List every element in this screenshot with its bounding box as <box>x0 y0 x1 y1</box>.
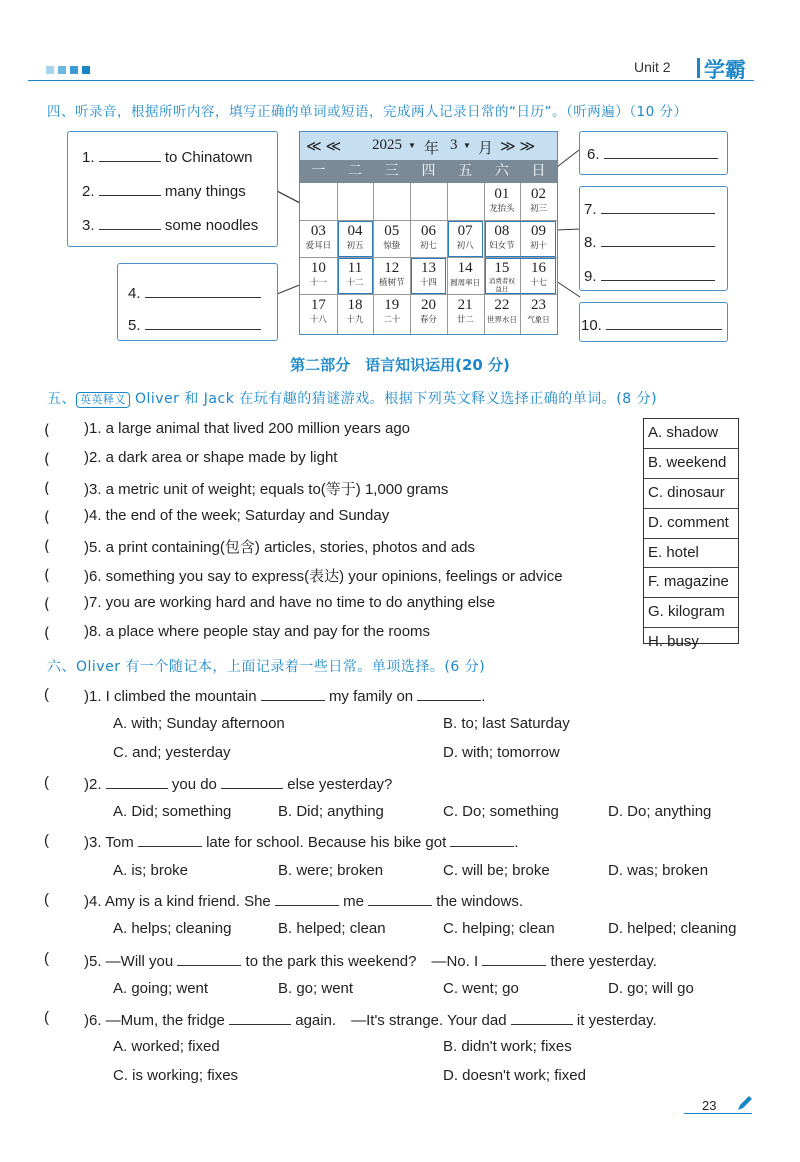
option[interactable]: B. Did; anything <box>278 803 384 820</box>
calendar-day[interactable]: 02 初三 <box>530 186 548 214</box>
calendar-month[interactable]: 3 <box>450 137 458 153</box>
calendar-day[interactable]: 07 初八 <box>456 223 474 251</box>
word-options-box <box>643 418 739 651</box>
calendar-day[interactable]: 06 初七 <box>419 223 437 251</box>
option[interactable]: A. with; Sunday afternoon <box>113 715 285 732</box>
option[interactable]: C. helping; clean <box>443 920 555 937</box>
page-number: 23 <box>702 1098 717 1113</box>
option[interactable]: D. helped; cleaning <box>608 920 737 937</box>
answer-blank[interactable] <box>221 774 283 789</box>
calendar-year[interactable]: 2025 <box>372 137 402 153</box>
calendar-day[interactable]: 03 爱耳日 <box>305 223 332 251</box>
word-option: C. dinosaur <box>644 479 738 509</box>
calendar-day[interactable]: 16 十七 <box>530 260 548 288</box>
calendar-day[interactable]: 04 初五 <box>346 223 364 251</box>
word-option: B. weekend <box>644 449 738 479</box>
answer-blank[interactable] <box>417 686 481 701</box>
unit-label: Unit 2 <box>634 59 671 75</box>
answer-blank[interactable] <box>99 181 161 196</box>
fill-item-2: 2. many things <box>82 183 246 200</box>
highlight-frame <box>411 258 446 294</box>
calendar-day[interactable]: 21 廿二 <box>456 297 474 325</box>
calendar-header <box>300 132 557 160</box>
answer-blank[interactable] <box>275 891 339 906</box>
list-item: ( )5. a print containing(包含) articles, stories, photos and ads <box>44 537 476 556</box>
weekday-label: 五 <box>458 163 473 179</box>
calendar-year-unit: 年 <box>424 141 440 157</box>
section6-heading: 六、Oliver 有一个随记本，上面记录着一些日常。单项选择。(6 分) <box>47 659 486 675</box>
section4-heading: 四、听录音，根据所听内容，填写正确的单词或短语，完成两人记录日常的“日历”。（听两遍）（10 分） <box>47 104 688 120</box>
option[interactable]: D. was; broken <box>608 862 709 879</box>
option[interactable]: C. will be; broke <box>443 862 550 879</box>
highlight-frame <box>448 221 483 257</box>
option[interactable]: B. helped; clean <box>278 920 386 937</box>
option[interactable]: B. didn't work; fixes <box>443 1038 572 1055</box>
highlight-frame <box>338 258 373 294</box>
question-4: ( )4. Amy is a kind friend. She me the windows. <box>44 891 524 910</box>
list-item: ( )4. the end of the week; Saturday and Sunday <box>44 507 390 526</box>
list-item: ( )8. a place where people stay and pay for the rooms <box>44 623 431 642</box>
word-option: D. comment <box>644 509 738 539</box>
highlight-frame <box>485 258 556 294</box>
option[interactable]: D. doesn't work; fixed <box>443 1067 586 1084</box>
weekday-label: 三 <box>384 163 399 179</box>
english-definition-tag: 英英释义 <box>76 392 130 408</box>
calendar-day[interactable]: 10 十一 <box>309 260 327 288</box>
logo: 学霸 <box>704 58 746 82</box>
calendar-day[interactable]: 23 气象日 <box>527 297 550 324</box>
list-item: ( )1. a large animal that lived 200 million years ago <box>44 420 411 439</box>
answer-blank[interactable] <box>145 283 261 298</box>
connector-line <box>556 281 580 297</box>
answer-blank[interactable] <box>261 686 325 701</box>
option[interactable]: A. Did; something <box>113 803 232 820</box>
fill-item-10: 10. <box>581 315 722 334</box>
fill-item-6: 6. <box>587 144 718 163</box>
word-option: G. kilogram <box>644 598 738 628</box>
option[interactable]: B. were; broken <box>278 862 384 879</box>
answer-blank[interactable] <box>450 832 514 847</box>
calendar-day[interactable]: 17 十八 <box>309 297 327 325</box>
question-3: ( )3. Tom late for school. Because his bike got . <box>44 832 519 851</box>
answer-blank[interactable] <box>511 1010 573 1025</box>
option[interactable]: C. Do; something <box>443 803 559 820</box>
calendar-day[interactable]: 12 植树节 <box>378 260 405 288</box>
option[interactable]: D. with; tomorrow <box>443 744 560 761</box>
word-option: F. magazine <box>644 568 738 598</box>
answer-blank[interactable] <box>368 891 432 906</box>
section5-heading: 五、 英英释义 Oliver 和 Jack 在玩有趣的猜谜游戏。根据下列英文释义选择正确的单词。(8 分) <box>47 391 658 407</box>
answer-blank[interactable] <box>229 1010 291 1025</box>
calendar-day[interactable]: 20 春分 <box>419 297 437 325</box>
dropdown-arrow-icon[interactable]: ▼ <box>463 141 471 150</box>
calendar <box>299 131 558 335</box>
fill-item-1: 1. to Chinatown <box>82 149 253 166</box>
fill-item-4: 4. <box>128 283 261 302</box>
calendar-day[interactable]: 01 龙抬头 <box>489 186 515 214</box>
answer-blank[interactable] <box>601 266 715 281</box>
fill-item-9: 9. <box>584 266 715 285</box>
answer-blank[interactable] <box>604 144 718 159</box>
option[interactable]: D. go; will go <box>608 980 694 997</box>
list-item: ( )3. a metric unit of weight; equals to(等于) 1,000 grams <box>44 479 449 498</box>
option[interactable]: C. went; go <box>443 980 519 997</box>
list-item: ( )6. something you say to express(表达) your opinions, feelings or advice <box>44 566 563 585</box>
list-item: ( )2. a dark area or shape made by light <box>44 449 338 468</box>
fill-item-3: 3. some noodles <box>82 217 259 234</box>
list-item: ( )7. you are working hard and have no time to do anything else <box>44 594 496 613</box>
weekday-label: 一 <box>311 163 326 179</box>
option[interactable]: C. is working; fixes <box>113 1067 239 1084</box>
option[interactable]: A. helps; cleaning <box>113 920 232 937</box>
question-1: ( )1. I climbed the mountain my family on . <box>44 686 486 705</box>
option[interactable]: C. and; yesterday <box>113 744 231 761</box>
calendar-next-nav[interactable]: ≫ ≫ <box>500 139 536 155</box>
word-option: H. busy <box>648 633 699 651</box>
calendar-day[interactable]: 05 惊蛰 <box>383 223 401 251</box>
calendar-day[interactable]: 13 十四 <box>419 260 437 288</box>
pencil-icon <box>736 1094 754 1112</box>
calendar-day[interactable]: 18 十九 <box>346 297 364 325</box>
weekday-label: 四 <box>421 163 436 179</box>
option[interactable]: D. Do; anything <box>608 803 712 820</box>
calendar-day[interactable]: 19 二十 <box>383 297 401 325</box>
weekday-label: 二 <box>348 163 363 179</box>
answer-blank[interactable] <box>601 199 715 214</box>
calendar-month-unit: 月 <box>478 141 494 157</box>
option[interactable]: B. go; went <box>278 980 354 997</box>
question-5: ( )5. —Will you to the park this weekend? —No. I there yesterday. <box>44 950 657 970</box>
calendar-day[interactable]: 14 圆周率日 <box>450 260 481 287</box>
calendar-weekday-row <box>300 160 557 183</box>
answer-blank[interactable] <box>145 315 261 330</box>
highlight-frame <box>338 221 373 257</box>
answer-blank[interactable] <box>138 832 202 847</box>
calendar-day[interactable]: 15 消费者权益日 <box>488 260 515 293</box>
connector-line <box>556 229 580 230</box>
answer-blank[interactable] <box>606 315 722 330</box>
part2-title: 第二部分 语言知识运用(20 分) <box>290 356 510 374</box>
answer-blank[interactable] <box>482 951 546 966</box>
weekday-label: 六 <box>494 163 509 179</box>
calendar-day[interactable]: 09 初十 <box>530 223 548 251</box>
calendar-day[interactable]: 22 世界水日 <box>486 297 517 324</box>
answer-blank[interactable] <box>177 951 241 966</box>
question-6: ( )6. —Mum, the fridge again. —It's strange. Your dad it yesterday. <box>44 1009 657 1029</box>
answer-blank[interactable] <box>601 232 715 247</box>
option[interactable]: B. to; last Saturday <box>443 715 570 732</box>
calendar-day[interactable]: 11 十二 <box>346 260 364 288</box>
footer-rule <box>684 1113 752 1114</box>
answer-blank[interactable] <box>106 774 168 789</box>
calendar-prev-nav[interactable]: ≪ ≪ <box>306 139 342 155</box>
option[interactable]: A. worked; fixed <box>113 1038 220 1055</box>
option[interactable]: A. going; went <box>113 980 209 997</box>
weekday-label: 日 <box>531 163 546 179</box>
question-2: ( )2. you do else yesterday? <box>44 774 393 793</box>
option[interactable]: A. is; broke <box>113 862 189 879</box>
word-option: E. hotel <box>644 539 738 569</box>
answer-blank[interactable] <box>99 215 161 230</box>
answer-blank[interactable] <box>99 147 161 162</box>
dropdown-arrow-icon[interactable]: ▼ <box>408 141 416 150</box>
calendar-day[interactable]: 08 妇女节 <box>489 223 515 251</box>
fill-item-8: 8. <box>584 232 715 251</box>
highlight-frame <box>485 221 556 257</box>
fill-item-7: 7. <box>584 199 715 218</box>
word-option: A. shadow <box>644 419 738 449</box>
fill-item-5: 5. <box>128 315 261 334</box>
